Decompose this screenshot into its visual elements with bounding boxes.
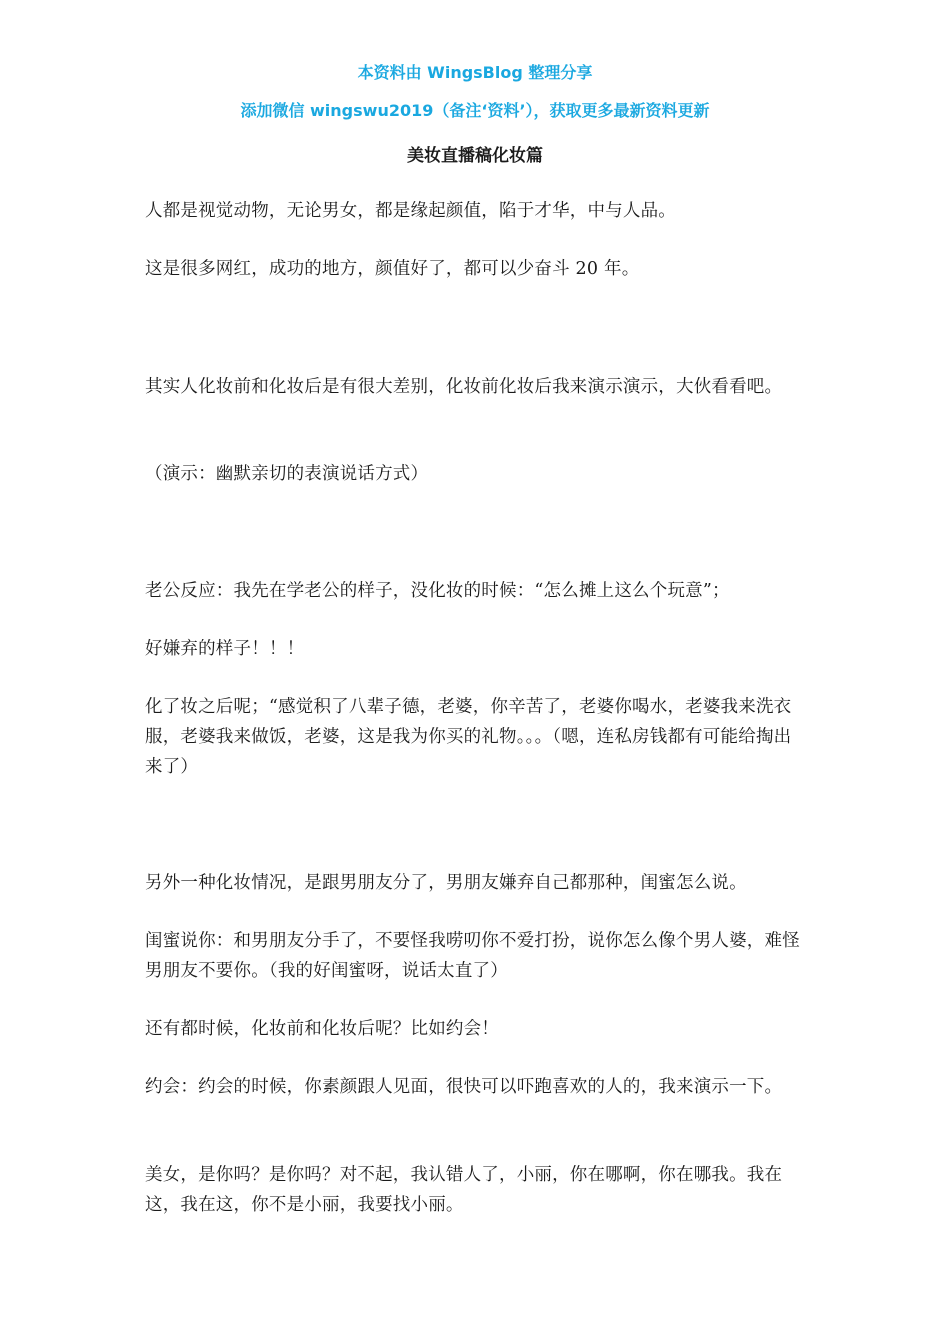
paragraph: 人都是视觉动物，无论男女，都是缘起颜值，陷于才华，中与人品。 [145,201,676,221]
paragraph: 另外一种化妆情况，是跟男朋友分了，男朋友嫌弃自己都那种，闺蜜怎么说。 [145,873,747,893]
header-wechat-line: 添加微信 wingswu2019（备注‘资料’），获取更多最新资料更新 [240,101,710,120]
paragraph: （演示：幽默亲切的表演说话方式） [145,464,429,484]
paragraph: 美女，是你吗？是你吗？对不起，我认错人了，小丽，你在哪啊，你在哪我。我在这，我在这，你不是小丽，我要找小丽。 [145,1165,783,1215]
document-title: 美妆直播稿化妆篇 [407,146,543,166]
header-share-line: 本资料由 WingsBlog 整理分享 [357,63,593,82]
paragraph: 约会：约会的时候，你素颜跟人见面，很快可以吓跑喜欢的人的，我来演示一下。 [145,1077,783,1097]
paragraph: 其实人化妆前和化妆后是有很大差别，化妆前化妆后我来演示演示，大伙看看吧。 [145,377,783,397]
paragraph: 化了妆之后呢；“感觉积了八辈子德，老婆，你辛苦了，老婆你喝水，老婆我来洗衣服，老婆我来做饭，老婆，这是我为你买的礼物。。。（嗯，连私房钱都有可能给掏出来了） [145,697,792,777]
paragraph: 还有都时候，化妆前和化妆后呢？比如约会！ [145,1019,499,1039]
paragraph: 这是很多网红，成功的地方，颜值好了，都可以少奋斗 20 年。 [145,259,640,279]
paragraph: 老公反应：我先在学老公的样子，没化妆的时候：“怎么摊上这么个玩意”； [145,581,730,601]
paragraph: 闺蜜说你：和男朋友分手了，不要怪我唠叨你不爱打扮，说你怎么像个男人婆，难怪男朋友不要你。（我的好闺蜜呀，说话太直了） [145,931,800,981]
paragraph: 好嫌弃的样子！！！ [145,639,305,659]
